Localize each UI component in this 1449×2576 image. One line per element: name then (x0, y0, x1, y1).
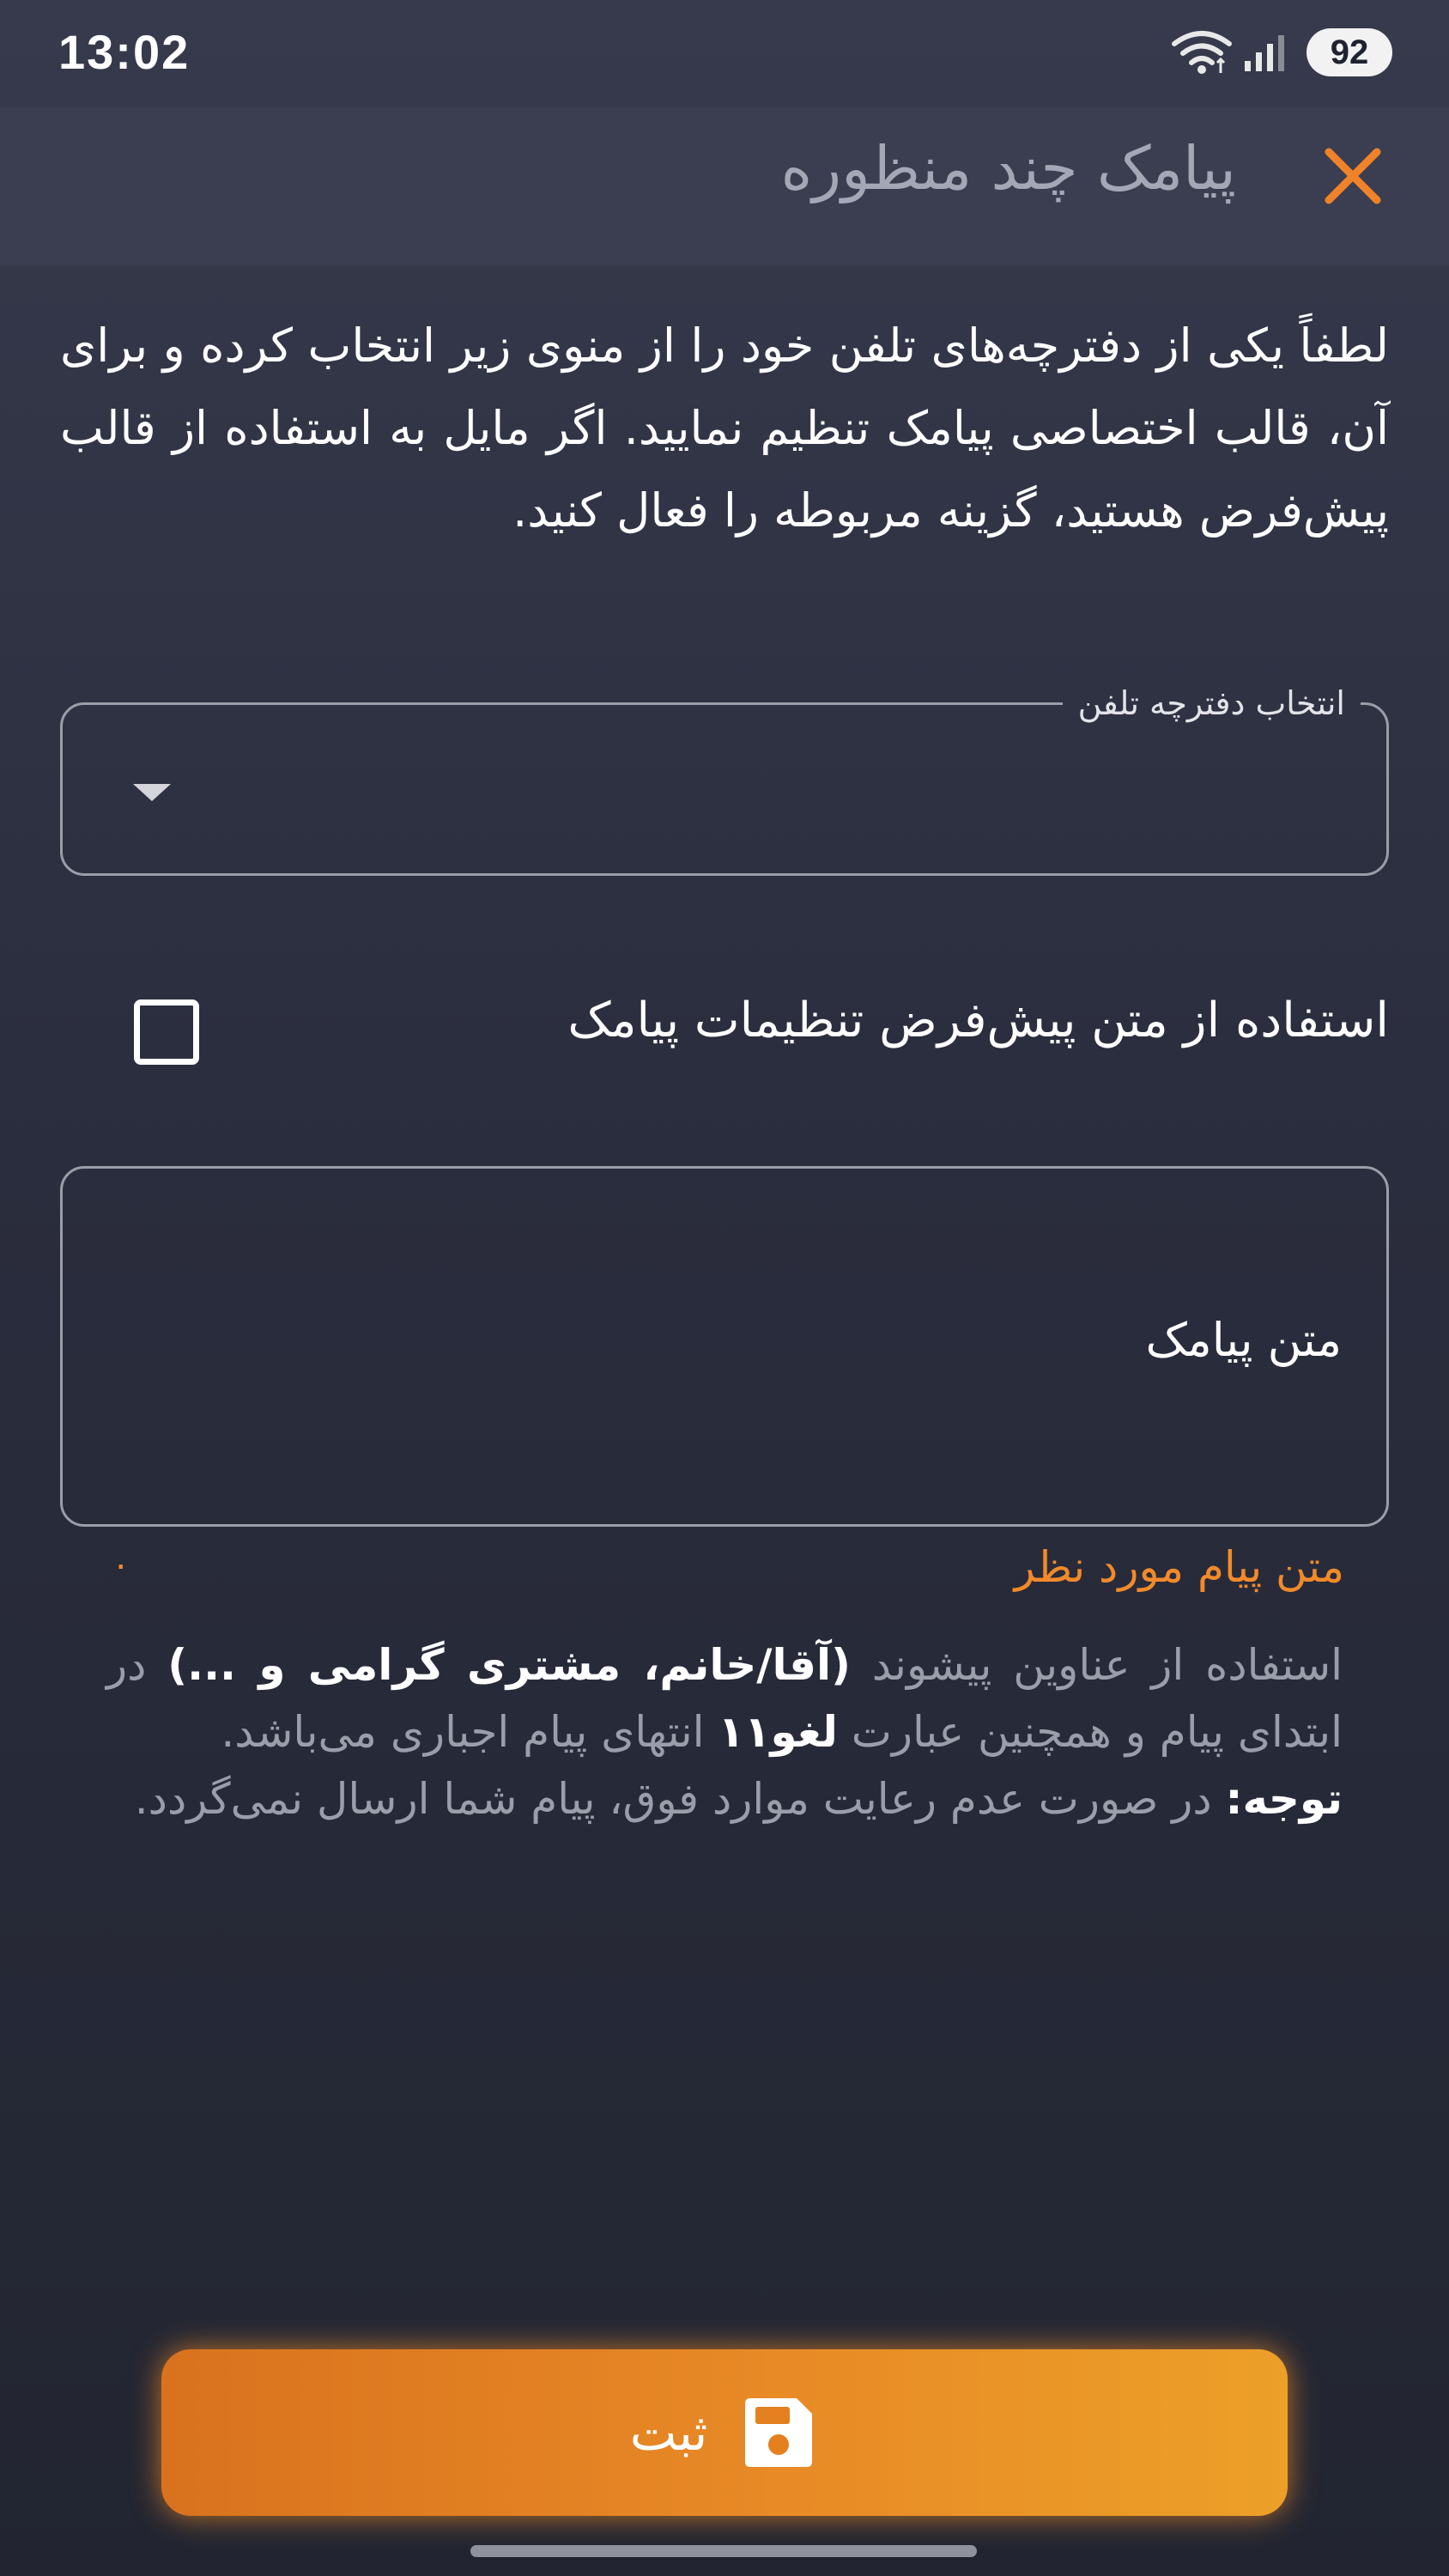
rules-notes (106, 1631, 1343, 1832)
status-time: 13:02 (58, 25, 191, 79)
home-indicator[interactable] (470, 2545, 977, 2557)
default-text-label: استفاده از متن پیش‌فرض تنظیمات پیامک (567, 993, 1389, 1048)
dropdown-arrow-icon (133, 784, 171, 801)
submit-label: ثبت (629, 2403, 708, 2462)
close-button[interactable] (1312, 135, 1394, 217)
intro-text: لطفاً یکی از دفترچه‌های تلفن خود را از منوی زیر انتخاب کرده و برای آن، قالب اختصاصی پیامک تنظیم نمایید. اگر مایل به استفاده از قالب پیش‌فرض هستید، گزینه مربوطه را فعال کنید. (60, 319, 1389, 538)
notes-part3: انتهای پیام اجباری می‌باشد. (221, 1707, 718, 1757)
battery-badge: 92 (1307, 28, 1392, 76)
message-helper-text: متن پیام مورد نظر (1014, 1542, 1344, 1592)
page-title: پیامک چند منظوره (780, 133, 1236, 204)
message-label: متن پیامک (1145, 1313, 1342, 1367)
close-icon (1312, 135, 1394, 217)
default-text-checkbox[interactable] (134, 999, 199, 1065)
wifi-icon (1171, 30, 1233, 75)
default-text-option[interactable] (60, 979, 1389, 1073)
notes-titles: (آقا/خانم، مشتری گرامی و ...) (167, 1640, 851, 1690)
save-icon (737, 2391, 819, 2474)
signal-icon (1243, 33, 1288, 71)
message-textarea[interactable] (60, 1166, 1389, 1527)
status-bar (0, 0, 1449, 107)
phonebook-select-label: انتخاب دفترچه تلفن (1063, 681, 1361, 726)
app-bar (0, 107, 1449, 266)
character-counter: ۰ (112, 1546, 130, 1585)
notes-part1: استفاده از عناوین پیشوند (851, 1640, 1343, 1690)
status-icons (1171, 26, 1392, 79)
phonebook-select[interactable] (60, 684, 1389, 876)
submit-button[interactable] (161, 2349, 1288, 2516)
notes-part2: در ابتدای پیام و همچنین عبارت (106, 1640, 1343, 1757)
notes-cancel-word: لغو۱۱ (718, 1707, 838, 1757)
notes-warning-label: توجه: (1225, 1774, 1343, 1824)
message-helper-row (60, 1537, 1389, 1606)
notes-warning-text: در صورت عدم رعایت موارد فوق، پیام شما ارسال نمی‌گردد. (134, 1774, 1226, 1824)
